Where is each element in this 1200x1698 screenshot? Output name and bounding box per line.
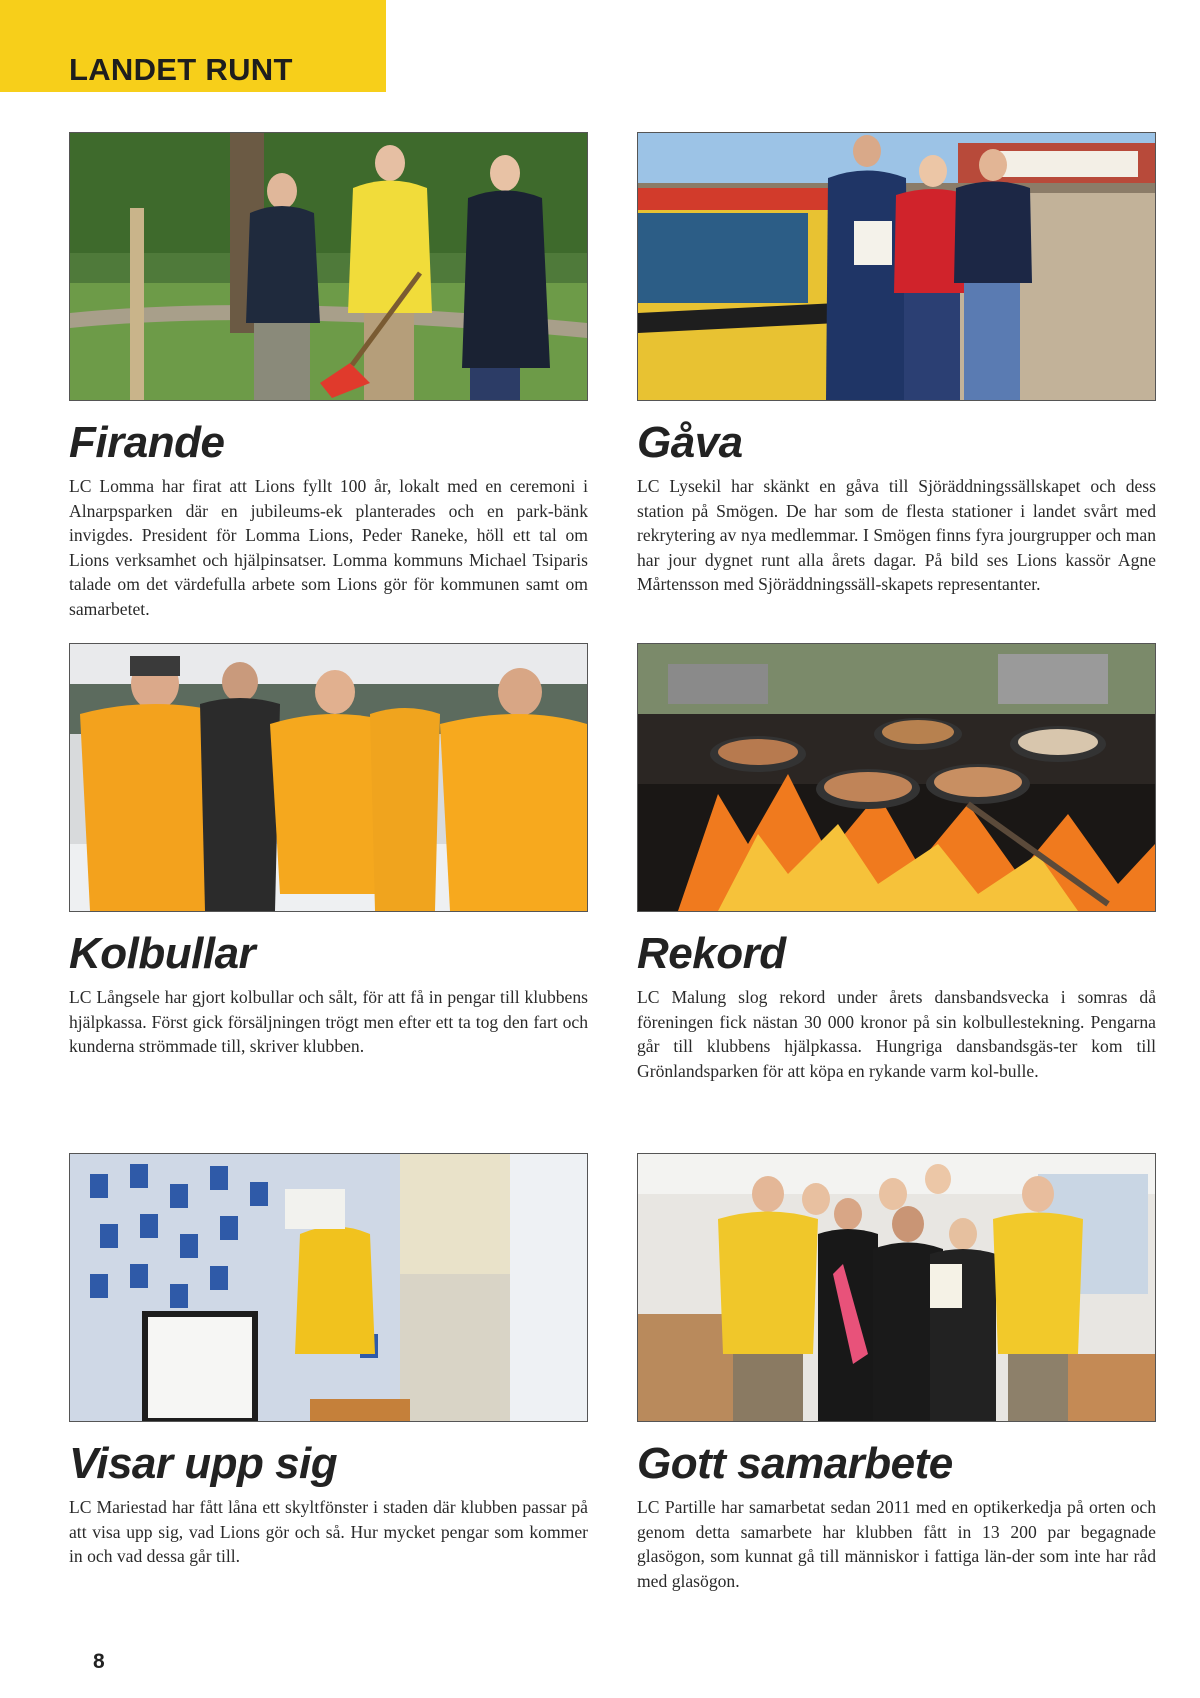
article-firande (69, 132, 588, 621)
article-body: LC Långsele har gjort kolbullar och sålt, för att få in pengar till klubbens hjälpkassa. Först gick försäljningen trögt men efter ett ta tog den fart och kunderna strömmade till, skriver klubben. (69, 987, 588, 1056)
photo-yellow-jackets (69, 643, 588, 912)
article-gott-samarbete (637, 1153, 1156, 1593)
section-title: LANDET RUNT (69, 52, 293, 87)
article-body: LC Partille har samarbetat sedan 2011 med en optikerkedja på orten och genom detta samarbete har klubben fått in 13 200 par begagnade glasögon, som kunnat gå till människor i fattiga län-der som inte har råd med glasögon. (637, 1497, 1156, 1591)
photo-pans-over-fire (637, 643, 1156, 912)
headline: Kolbullar (69, 929, 256, 978)
section-tab (0, 0, 386, 92)
article-body: LC Lomma har firat att Lions fyllt 100 år, lokalt med en ceremoni i Alnarpsparken där en jubileums-ek planterades och en park-bänk invigdes. President för Lomma Lions, Peder Raneke, höll ett tal om Lions verksamhet och hjälpinsatser. Lomma kommuns Michael Tsiparis talade om det värdefulla arbete som Lions gör för kommunen samt om samarbetet. (69, 476, 588, 619)
headline: Rekord (637, 929, 786, 978)
photo-shop-window (69, 1153, 588, 1422)
headline: Gott samarbete (637, 1439, 953, 1488)
headline: Gåva (637, 418, 743, 467)
article-body: LC Lysekil har skänkt en gåva till Sjöräddningssällskapet och dess station på Smögen. De har som de flesta stationer i landet svårt med rekrytering av nya medlemmar. I Smögen finns fyra jourgrupper och man har jour dygnet runt alla årets dagar. På bild ses Lions kassör Agne Mårtensson med Sjöräddningssäll-skapets representanter. (637, 476, 1156, 594)
photo-rescue-boat (637, 132, 1156, 401)
article-visar-upp-sig (69, 1153, 588, 1569)
headline: Visar upp sig (69, 1439, 338, 1488)
photo-optician-group (637, 1153, 1156, 1422)
article-body: LC Mariestad har fått låna ett skyltfönster i staden där klubben passar på att visa upp sig, vad Lions gör och så. Hur mycket pengar som kommer in och vad dessa går till. (69, 1497, 588, 1566)
article-gava (637, 132, 1156, 597)
article-body: LC Malung slog rekord under årets dansbandsvecka i somras då föreningen fick nästan 30 000 kronor på sin kolbullestekning. Pengarna går till klubbens hjälpkassa. Hungriga dansbandsgäs-ter kom till Grönlandsparken för att köpa en rykande varm kol-bulle. (637, 987, 1156, 1081)
headline: Firande (69, 418, 225, 467)
photo-tree-planting (69, 132, 588, 401)
article-kolbullar (69, 643, 588, 1059)
page-number: 8 (93, 1650, 105, 1673)
article-rekord (637, 643, 1156, 1083)
